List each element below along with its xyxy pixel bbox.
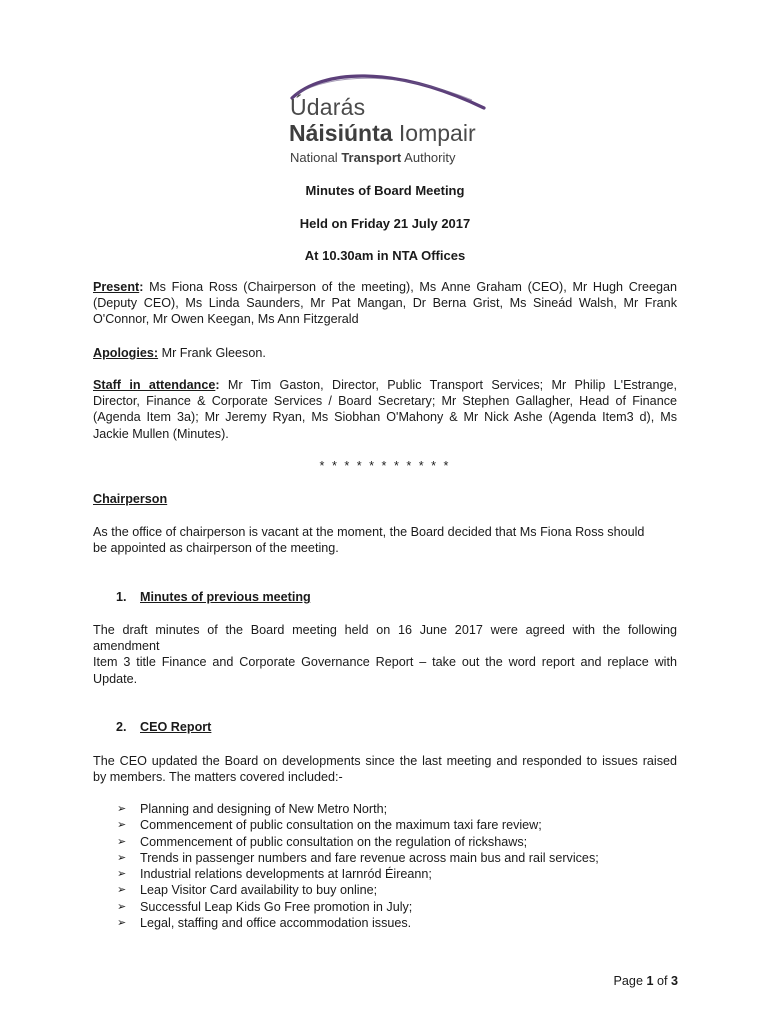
list-item: ➢ Commencement of public consultation on the maximum taxi fare review; bbox=[117, 818, 542, 833]
page-number: Page 1 of 3 bbox=[613, 974, 678, 988]
list-item: ➢ Industrial relations developments at Iarnród Éireann; bbox=[117, 867, 432, 882]
present-paragraph bbox=[93, 279, 677, 328]
section-2-heading: 2. CEO Report bbox=[116, 720, 212, 734]
arrow-bullet-icon: ➢ bbox=[117, 803, 127, 815]
list-item: ➢ Planning and designing of New Metro North; bbox=[117, 802, 388, 816]
staff-line-2: Director, Finance & Corporate Services / Board Secretary; Mr Stephen Gallagher, Head of Finance bbox=[93, 394, 677, 409]
nta-logo bbox=[282, 64, 487, 170]
section-1-heading: 1. Minutes of previous meeting bbox=[116, 590, 311, 604]
present-line-1: Present: Ms Fiona Ross (Chairperson of the meeting), Ms Anne Graham (CEO), Mr Hugh Creegan bbox=[93, 280, 677, 294]
staff-paragraph bbox=[93, 377, 677, 442]
present-line-3: O'Connor, Mr Owen Keegan, Ms Ann Fitzgerald bbox=[93, 312, 359, 327]
list-item: ➢ Trends in passenger numbers and fare revenue across main bus and rail services; bbox=[117, 850, 599, 865]
chairperson-heading: Chairperson bbox=[93, 492, 168, 506]
document-title: Minutes of Board Meeting bbox=[305, 183, 465, 198]
present-label: Present bbox=[93, 280, 140, 294]
arrow-bullet-icon: ➢ bbox=[117, 819, 127, 832]
meeting-date: Held on Friday 21 July 2017 bbox=[299, 216, 471, 231]
arrow-bullet-icon: ➢ bbox=[117, 851, 127, 864]
list-item: ➢ Leap Visitor Card availability to buy online; bbox=[117, 883, 378, 898]
separator: * * * * * * * * * * * bbox=[319, 459, 451, 473]
arrow-bullet-icon: ➢ bbox=[117, 868, 127, 881]
staff-line-3: (Agenda Item 3a); Mr Jeremy Ryan, Ms Siobhan O'Mahony & Mr Nick Ashe (Agenda Item3 d), Ms bbox=[93, 410, 677, 425]
logo-text-nta: National Transport Authority bbox=[290, 150, 456, 165]
meeting-time-location: At 10.30am in NTA Offices bbox=[304, 248, 466, 263]
arrow-bullet-icon: ➢ bbox=[117, 835, 127, 848]
staff-line-1: Staff in attendance: Mr Tim Gaston, Director, Public Transport Services; Mr Philip L'Estrange, bbox=[93, 378, 677, 392]
staff-label: Staff in attendance bbox=[93, 378, 216, 392]
logo-text-naisiunta-iompair: Náisiúnta Iompair bbox=[289, 120, 476, 146]
section-1-paragraph: The draft minutes of the Board meeting held on 16 June 2017 were agreed with the following amendment Item 3 title Finance and Corporate Governance Report – take out the word report and replace with Update. bbox=[93, 623, 677, 686]
staff-line-4: Jackie Mullen (Minutes). bbox=[93, 426, 229, 441]
logo-text-udaras: Údarás bbox=[290, 94, 366, 120]
chairperson-paragraph: As the office of chairperson is vacant at the moment, the Board decided that Ms Fiona Ross should be appointed as chairperson of the meeting. bbox=[93, 525, 645, 556]
list-item: ➢ Commencement of public consultation on the regulation of rickshaws; bbox=[117, 834, 528, 849]
arrow-bullet-icon: ➢ bbox=[117, 900, 127, 913]
list-item: ➢ Legal, staffing and office accommodation issues. bbox=[117, 916, 412, 931]
ceo-report-list bbox=[117, 801, 599, 931]
present-line-2: (Deputy CEO), Ms Linda Saunders, Mr Pat Mangan, Dr Berna Grist, Ms Sineád Walsh, Mr Frank bbox=[93, 296, 677, 311]
arrow-bullet-icon: ➢ bbox=[117, 917, 127, 930]
apologies-paragraph: Apologies: Mr Frank Gleeson. bbox=[93, 346, 266, 360]
apologies-label: Apologies: bbox=[93, 346, 159, 360]
list-item: ➢ Successful Leap Kids Go Free promotion in July; bbox=[117, 899, 413, 914]
section-2-paragraph: The CEO updated the Board on developments since the last meeting and responded to issues raised by members. The matters covered included:- bbox=[93, 754, 677, 785]
arrow-bullet-icon: ➢ bbox=[117, 884, 127, 897]
